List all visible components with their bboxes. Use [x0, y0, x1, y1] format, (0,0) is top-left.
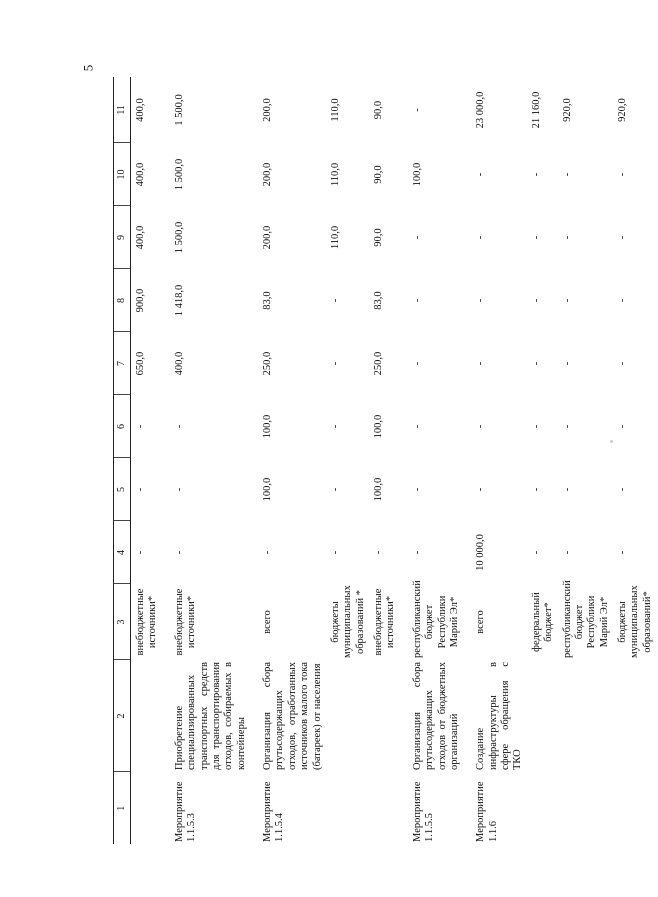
- value-cell: 400,0: [135, 162, 146, 187]
- value-cell: -: [475, 298, 487, 303]
- measure-cell: [371, 772, 402, 844]
- value-cell: -: [411, 298, 423, 303]
- description-cell: [615, 660, 658, 772]
- value-cell: -: [617, 487, 628, 492]
- source-cell: всего: [262, 610, 273, 634]
- value-cell: 920,0: [617, 98, 628, 122]
- value-cell: -: [617, 298, 628, 303]
- value-cell: -: [475, 424, 487, 429]
- description-cell: [560, 660, 616, 772]
- source-cell: республиканский бюджет Республики Марий Эл*: [561, 580, 610, 658]
- col-header: 10: [114, 143, 131, 206]
- description-cell: Организация сбора ртутьсодержащих отходов от бюджетных организаций: [411, 662, 460, 770]
- value-cell: -: [530, 487, 542, 492]
- value-cell: -: [173, 424, 185, 429]
- value-cell: 200,0: [262, 162, 273, 187]
- source-cell: бюджеты муниципальных образований*: [617, 585, 653, 658]
- value-cell: 400,0: [135, 98, 146, 122]
- table-row: [615, 77, 658, 844]
- value-cell: 200,0: [262, 225, 273, 250]
- source-cell: республиканский бюджет Республики Марий Эл*: [411, 580, 460, 658]
- value-cell: 110,0: [329, 98, 341, 122]
- col-header: 6: [114, 395, 131, 458]
- header-row: [114, 77, 131, 844]
- table-row: [371, 77, 402, 844]
- value-cell: 1 500,0: [173, 221, 185, 254]
- value-cell: -: [329, 424, 341, 429]
- value-cell: -: [617, 424, 628, 429]
- col-header: 1: [114, 772, 131, 844]
- col-header: 9: [114, 206, 131, 269]
- value-cell: -: [617, 361, 628, 366]
- value-cell: 650,0: [135, 351, 146, 376]
- measure-cell: Мероприятие 1.1.6: [475, 781, 499, 842]
- col-header: 3: [114, 584, 131, 660]
- value-cell: 100,0: [262, 414, 273, 439]
- value-cell: -: [561, 550, 573, 555]
- value-cell: 250,0: [262, 351, 273, 376]
- value-cell: 110,0: [329, 225, 341, 250]
- value-cell: -: [329, 361, 341, 366]
- value-cell: -: [530, 298, 542, 303]
- value-cell: 23 000,0: [475, 91, 487, 129]
- value-cell: -: [561, 361, 573, 366]
- value-cell: -: [561, 424, 573, 429]
- page-number: 5: [80, 64, 96, 72]
- measure-cell: [131, 772, 164, 844]
- source-cell: бюджеты муниципальных образований *: [329, 585, 366, 658]
- value-cell: -: [411, 424, 423, 429]
- col-header: 2: [114, 660, 131, 772]
- table-row: [465, 77, 529, 844]
- value-cell: -: [475, 235, 487, 240]
- measure-cell: Мероприятие 1.1.5.5: [411, 781, 436, 842]
- source-cell: федеральный бюджет*: [530, 592, 555, 652]
- value-cell: 920,0: [561, 98, 573, 122]
- budget-table-rotated: [113, 77, 653, 844]
- value-cell: -: [475, 361, 487, 366]
- value-cell: 110,0: [329, 162, 341, 187]
- value-cell: 90,0: [373, 165, 384, 184]
- value-cell: -: [329, 550, 341, 555]
- value-cell: -: [530, 172, 542, 177]
- value-cell: -: [173, 550, 185, 555]
- value-cell: 400,0: [173, 351, 185, 376]
- value-cell: -: [561, 235, 573, 240]
- value-cell: 90,0: [373, 228, 384, 247]
- value-cell: -: [411, 108, 423, 112]
- value-cell: -: [135, 487, 146, 492]
- value-cell: -: [373, 550, 384, 555]
- value-cell: -: [135, 550, 146, 555]
- table-row: [402, 77, 466, 844]
- value-cell: -: [411, 487, 423, 492]
- table-row: [252, 77, 328, 844]
- value-cell: 400,0: [135, 225, 146, 250]
- value-cell: 1 418,0: [173, 284, 185, 317]
- value-cell: -: [530, 361, 542, 366]
- budget-table: [113, 77, 658, 844]
- measure-cell: [529, 772, 560, 844]
- value-cell: -: [617, 550, 628, 555]
- col-header: 11: [114, 77, 131, 143]
- value-cell: 83,0: [373, 291, 384, 310]
- value-cell: -: [135, 424, 146, 429]
- col-header: 7: [114, 332, 131, 395]
- table-row: [560, 77, 616, 844]
- source-cell: внебюджетные источники*: [373, 588, 397, 656]
- value-cell: 1 500,0: [173, 94, 185, 126]
- value-cell: 83,0: [262, 291, 273, 310]
- value-cell: 1 500,0: [173, 158, 185, 191]
- value-cell: -: [329, 487, 341, 492]
- measure-cell: [560, 772, 616, 844]
- measure-cell: [615, 772, 658, 844]
- value-cell: -: [561, 487, 573, 492]
- value-cell: 10 000,0: [475, 534, 487, 571]
- value-cell: -: [475, 487, 487, 492]
- description-cell: [131, 660, 164, 772]
- value-cell: 250,0: [373, 351, 384, 376]
- description-cell: [328, 660, 371, 772]
- description-cell: Организация сбора ртутьсодержащих отходов, отработанных источников малого тока (батареек) от населения: [262, 662, 323, 770]
- col-header: 5: [114, 458, 131, 521]
- value-cell: -: [173, 487, 185, 492]
- measure-cell: Мероприятие 1.1.5.3: [173, 781, 198, 842]
- table-row: [328, 77, 371, 844]
- col-header: 8: [114, 269, 131, 332]
- value-cell: -: [561, 172, 573, 177]
- value-cell: 100,0: [373, 414, 384, 439]
- source-cell: внебюджетные источники*: [135, 588, 159, 656]
- value-cell: 90,0: [373, 100, 384, 120]
- col-header: 4: [114, 521, 131, 584]
- value-cell: -: [411, 235, 423, 240]
- measure-cell: Мероприятие 1.1.5.4: [262, 781, 286, 842]
- value-cell: -: [530, 550, 542, 555]
- value-cell: -: [262, 550, 273, 555]
- description-cell: Создание инфраструктуры в сфере обращения с ТКО: [475, 662, 524, 770]
- value-cell: 100,0: [411, 162, 423, 187]
- value-cell: -: [411, 550, 423, 555]
- value-cell: 100,0: [373, 477, 384, 502]
- value-cell: -: [617, 235, 628, 240]
- value-cell: -: [530, 424, 542, 429]
- value-cell: 100,0: [262, 477, 273, 502]
- source-cell: всего: [475, 610, 487, 634]
- table-row: [529, 77, 560, 844]
- value-cell: -: [329, 298, 341, 303]
- description-cell: [529, 660, 560, 772]
- description-cell: Приобретение специализированных транспортных средств для транспортирования отходов, собираемых в контейнеры: [173, 662, 247, 770]
- value-cell: -: [475, 172, 487, 177]
- value-cell: -: [530, 235, 542, 240]
- description-cell: [371, 660, 402, 772]
- source-cell: внебюджетные источники*: [173, 588, 198, 656]
- value-cell: -: [561, 298, 573, 303]
- table-row: [131, 77, 164, 844]
- measure-cell: [328, 772, 371, 844]
- table-row: [164, 77, 252, 844]
- value-cell: 200,0: [262, 98, 273, 122]
- value-cell: 900,0: [135, 288, 146, 313]
- value-cell: -: [617, 172, 628, 177]
- value-cell: 21 160,0: [530, 91, 542, 129]
- value-cell: -: [411, 361, 423, 366]
